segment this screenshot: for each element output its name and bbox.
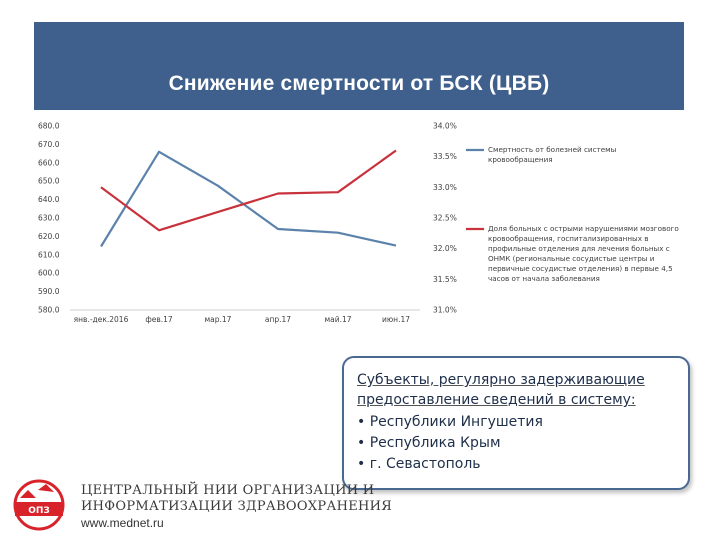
series-lines xyxy=(101,151,396,247)
x-axis xyxy=(74,315,411,324)
y-right-tick-label: 33.5% xyxy=(433,152,457,162)
y-left-tick-label: 580.0 xyxy=(38,305,60,315)
series-line-stroke-share xyxy=(101,151,396,231)
svg-text:ОПЗ: ОПЗ xyxy=(28,506,50,516)
series-line-mortality xyxy=(101,152,396,247)
org-name-line2: ИНФОРМАТИЗАЦИИ ЗДРАВООХРАНЕНИЯ xyxy=(81,499,393,514)
y-right-tick-label: 34.0% xyxy=(433,121,457,131)
footer-organization xyxy=(8,478,393,536)
y-right-axis xyxy=(433,122,457,315)
y-left-axis xyxy=(38,122,60,315)
y-left-tick-label: 630.0 xyxy=(38,213,60,223)
org-name-line1: ЦЕНТРАЛЬНЫЙ НИИ ОРГАНИЗАЦИИ И xyxy=(81,483,375,498)
subjects-callout xyxy=(342,356,690,490)
org-website-link[interactable]: www.mednet.ru xyxy=(81,516,164,530)
legend-label-mortality: Смертность от болезней системы кровообращения xyxy=(488,145,617,164)
y-left-tick-label: 650.0 xyxy=(38,176,60,186)
subjects-item: • Республики Ингушетия xyxy=(357,414,543,430)
y-left-tick-label: 660.0 xyxy=(38,158,60,168)
y-left-tick-label: 640.0 xyxy=(38,195,60,205)
y-right-tick-label: 33.0% xyxy=(433,182,457,192)
y-left-tick-label: 600.0 xyxy=(38,268,60,278)
y-left-tick-label: 590.0 xyxy=(38,287,60,297)
subjects-item: • Республика Крым xyxy=(357,435,501,451)
y-left-tick-label: 670.0 xyxy=(38,139,60,149)
legend-label-stroke-share: Доля больных с острыми нарушениями мозгового кровообращения, госпитализированных в профильные отделения для лечения больных с ОНМК (региональные сосудистые центры и первичные сосудистые отделения) в первые 4,5 часов от начала заболевания xyxy=(488,224,679,283)
legend xyxy=(466,150,484,229)
x-tick-label: фев.17 xyxy=(145,315,173,324)
y-right-tick-label: 31.0% xyxy=(433,305,457,315)
x-tick-label: июн.17 xyxy=(381,315,411,324)
org-logo-icon xyxy=(8,478,70,536)
x-tick-label: апр.17 xyxy=(264,315,292,324)
x-tick-label: мар.17 xyxy=(204,315,232,324)
y-right-tick-label: 32.5% xyxy=(433,213,457,223)
y-left-tick-label: 610.0 xyxy=(38,250,60,260)
subjects-item: • г. Севастополь xyxy=(357,456,481,472)
subjects-list xyxy=(357,412,676,475)
y-left-tick-label: 620.0 xyxy=(38,231,60,241)
slide-title: Снижение смертности от БСК (ЦВБ) xyxy=(168,72,550,95)
subjects-heading: Субъекты, регулярно задерживающие предоставление сведений в систему: xyxy=(357,372,645,408)
y-right-tick-label: 31.5% xyxy=(433,274,457,284)
x-tick-label: май.17 xyxy=(324,315,352,324)
y-right-tick-label: 32.0% xyxy=(433,244,457,254)
y-left-tick-label: 680.0 xyxy=(38,121,60,131)
x-tick-label: янв.-дек.2016 xyxy=(73,315,129,324)
